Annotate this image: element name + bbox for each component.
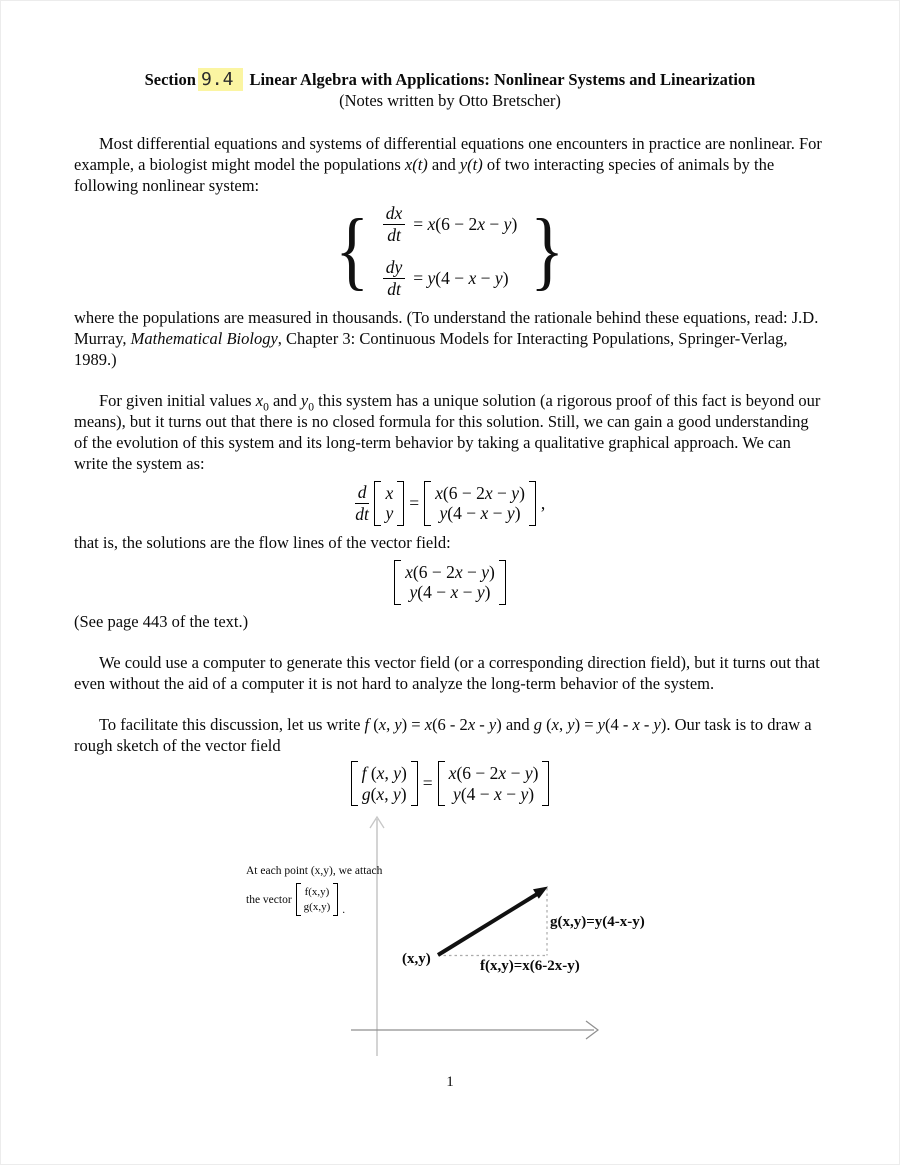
equation-row-dy bbox=[383, 258, 518, 299]
page-number: 1 bbox=[446, 1074, 454, 1091]
state-vector: x y bbox=[374, 481, 404, 526]
annotation-period: . bbox=[342, 904, 346, 916]
equals-sign: = bbox=[422, 773, 433, 794]
paragraph-populations: where the populations are measured in thousands. (To understand the rationale behind these equations, read: J.D. Murray, Mathematical Biology, Chapter 3: Continuous Models for Interacting Populations, Springer-Verlag, 1989.) bbox=[74, 307, 819, 369]
left-curly-brace: { bbox=[335, 202, 370, 300]
left-bracket bbox=[351, 761, 358, 806]
equation-rhs-dx: = x(6 − 2x − y) bbox=[413, 213, 518, 234]
vector-field-diagram bbox=[1, 808, 900, 1060]
vector-arrow bbox=[438, 894, 538, 956]
f-component-label: f(x,y)=x(6-2x-y) bbox=[480, 958, 580, 975]
right-bracket bbox=[411, 761, 418, 806]
diagram-canvas bbox=[1, 808, 900, 1060]
fg-vector: f (x, y) g(x, y) bbox=[351, 761, 418, 806]
paragraph-facilitate: To facilitate this discussion, let us write f (x, y) = x(6 - 2x - y) and g (x, y) = y(4 - x - y). Our task is to draw a rough sketch of the vector field bbox=[74, 715, 812, 756]
left-bracket bbox=[394, 560, 401, 605]
equation-row-dx bbox=[383, 204, 518, 245]
paragraph-see-page: (See page 443 of the text.) bbox=[74, 612, 249, 632]
left-bracket bbox=[424, 481, 431, 526]
page-title bbox=[74, 69, 826, 90]
paragraph-flow-lines: that is, the solutions are the flow lines of the vector field: bbox=[74, 532, 451, 552]
right-curly-brace: } bbox=[530, 202, 565, 300]
right-bracket bbox=[529, 481, 536, 526]
paragraph-computer: We could use a computer to generate this vector field (or a corresponding direction field), but it turns out that even without the aid of a computer it is not hard to analyze the long-term behavior of the system. bbox=[74, 653, 820, 694]
title-prefix: Section bbox=[144, 70, 196, 89]
point-label: (x,y) bbox=[402, 951, 431, 968]
field-vector: x(6 − 2x − y) y(4 − x − y) bbox=[438, 761, 550, 806]
matrix-form-equation bbox=[74, 481, 826, 526]
paragraph-intro: Most differential equations and systems of differential equations one encounters in practice are nonlinear. For example, a biologist might model the populations x(t) and y(t) of two interacting species of animals by the following nonlinear system: bbox=[74, 134, 822, 195]
trailing-comma: , bbox=[540, 492, 546, 513]
right-bracket bbox=[397, 481, 404, 526]
system-equation-rows bbox=[379, 204, 522, 299]
page-content bbox=[1, 1, 899, 806]
vector-field-equation bbox=[74, 560, 826, 605]
annotation-line1: At each point (x,y), we attach bbox=[246, 865, 383, 878]
system-equation bbox=[74, 204, 826, 299]
title-main: Linear Algebra with Applications: Nonlinear Systems and Linearization bbox=[249, 70, 756, 89]
section-number-highlight: 9.4 bbox=[198, 68, 244, 91]
left-bracket bbox=[374, 481, 381, 526]
fg-equation bbox=[74, 761, 826, 806]
fraction-dy-dt: $\frac{dy}{dt}$ bbox=[383, 258, 406, 299]
annotation-vector: f(x,y) g(x,y) bbox=[296, 883, 339, 916]
g-component-label: g(x,y)=y(4-x-y) bbox=[550, 914, 645, 931]
field-vector: x(6 − 2x − y) y(4 − x − y) bbox=[424, 481, 536, 526]
fraction-d-dt: $\frac{d}{dt}$ bbox=[355, 481, 369, 524]
fraction-dx-dt: $\frac{dx}{dt}$ bbox=[383, 204, 406, 245]
annotation-line2 bbox=[246, 883, 345, 916]
right-bracket bbox=[333, 883, 338, 916]
equals-sign: = bbox=[409, 492, 420, 513]
field-vector: x(6 − 2x − y) y(4 − x − y) bbox=[394, 560, 506, 605]
left-bracket bbox=[438, 761, 445, 806]
equation-rhs-dy: = y(4 − x − y) bbox=[413, 267, 509, 288]
right-bracket bbox=[499, 560, 506, 605]
right-bracket bbox=[542, 761, 549, 806]
annotation-prefix: the vector bbox=[246, 893, 292, 906]
paragraph-initial-values: For given initial values $x_0$ and $y_0$ this system has a unique solution (a rigorous proof of this fact is beyond our means), but it turns out that there is no closed formula for this solution. Still, we can gain a good understanding of the evolution of this system and its long-term behavior by taking a qualitative graphical approach. We can write the system as: bbox=[74, 390, 821, 473]
page-subtitle: (Notes written by Otto Bretscher) bbox=[339, 91, 561, 110]
